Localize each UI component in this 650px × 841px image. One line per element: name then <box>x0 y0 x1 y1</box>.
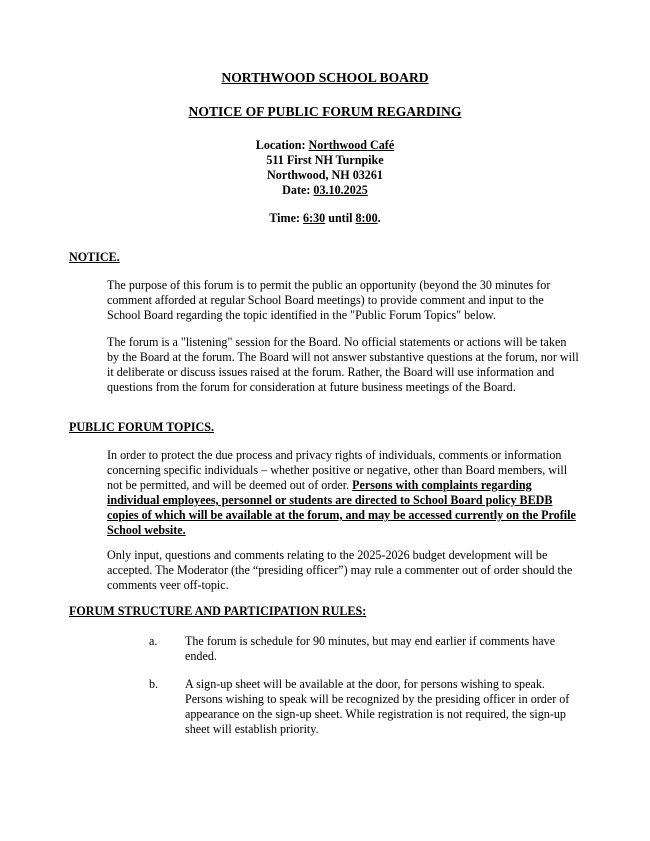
topics-heading-period: . <box>211 420 215 434</box>
complaints-notice: Persons with complaints regarding individual employees, personnel or students are directed to School Board policy BEDB copies of which will be available at the forum, and may be accessed currently on the Profile School website. <box>107 478 576 537</box>
rule-b-letter: b. <box>149 677 159 691</box>
address-line-1: 511 First NH Turnpike <box>266 153 384 167</box>
time-end: 8:00 <box>355 211 378 225</box>
topics-paragraph-2-text: Only input, questions and comments relating to the 2025-2026 budget development will be accepted. The Moderator (the “presiding officer”) may rule a commenter out of order should the comments veer off-topic. <box>107 548 573 592</box>
time-until: until <box>325 211 356 225</box>
topics-paragraph-1-text <box>107 448 579 538</box>
topics-heading <box>69 420 214 435</box>
notice-paragraph-1 <box>107 278 579 323</box>
address-line-2: Northwood, NH 03261 <box>267 168 383 182</box>
date-label: Date: <box>282 183 314 197</box>
time-line <box>0 210 650 226</box>
rule-a-letter: a. <box>149 634 158 648</box>
notice-heading-period: . <box>116 250 120 264</box>
rules-heading-text: FORUM STRUCTURE AND PARTICIPATION RULES <box>69 604 363 618</box>
topics-paragraph-1-plain: In order to protect the due process and privacy rights of individuals, comments or information concerning specific individuals – whether positive or negative, other than Board members, will not be permitted, and will be deemed out of order. <box>107 448 568 492</box>
time-label: Time: <box>269 211 304 225</box>
topics-heading-text: PUBLIC FORUM TOPICS <box>69 420 212 434</box>
notice-heading-text: NOTICE <box>69 250 117 264</box>
time-start: 6:30 <box>303 211 326 225</box>
board-title: NORTHWOOD SCHOOL BOARD <box>221 70 429 85</box>
rule-b-text: A sign-up sheet will be available at the door, for persons wishing to speak. Persons wishing to speak will be recognized by the presiding officer in order of appearance on the sign-up sheet. While registration is not required, the sign-up sheet will establish priority. <box>185 677 570 736</box>
notice-heading <box>69 250 120 265</box>
rule-a-text: The forum is schedule for 90 minutes, but may end earlier if comments have ended. <box>185 634 556 663</box>
location-venue: Northwood Café <box>308 138 395 152</box>
notice-paragraph-2 <box>107 335 579 395</box>
notice-paragraph-1-text: The purpose of this forum is to permit the public an opportunity (beyond the 30 minutes for comment afforded at regular School Board meetings) to provide comment and input to the School Board regarding the topic identified in the "Public Forum Topics" below. <box>107 278 551 322</box>
location-line <box>0 137 650 153</box>
date-value: 03.10.2025 <box>313 183 368 197</box>
topics-paragraph-1 <box>107 448 579 538</box>
rules-heading-colon: : <box>362 604 367 618</box>
time-period: . <box>377 211 381 225</box>
location-label: Location: <box>255 138 309 152</box>
notice-title: NOTICE OF PUBLIC FORUM REGARDING <box>188 104 462 119</box>
topics-paragraph-2 <box>107 548 579 593</box>
rules-heading <box>69 604 366 619</box>
date-line <box>0 182 650 198</box>
notice-paragraph-2-text: The forum is a "listening" session for the Board. No official statements or actions will be taken by the Board at the forum. The Board will not answer substantive questions at the forum, nor will it deliberate or discuss issues raised at the forum. Rather, the Board will use information and questions from the forum for consideration at future business meetings of the Board. <box>107 335 579 394</box>
